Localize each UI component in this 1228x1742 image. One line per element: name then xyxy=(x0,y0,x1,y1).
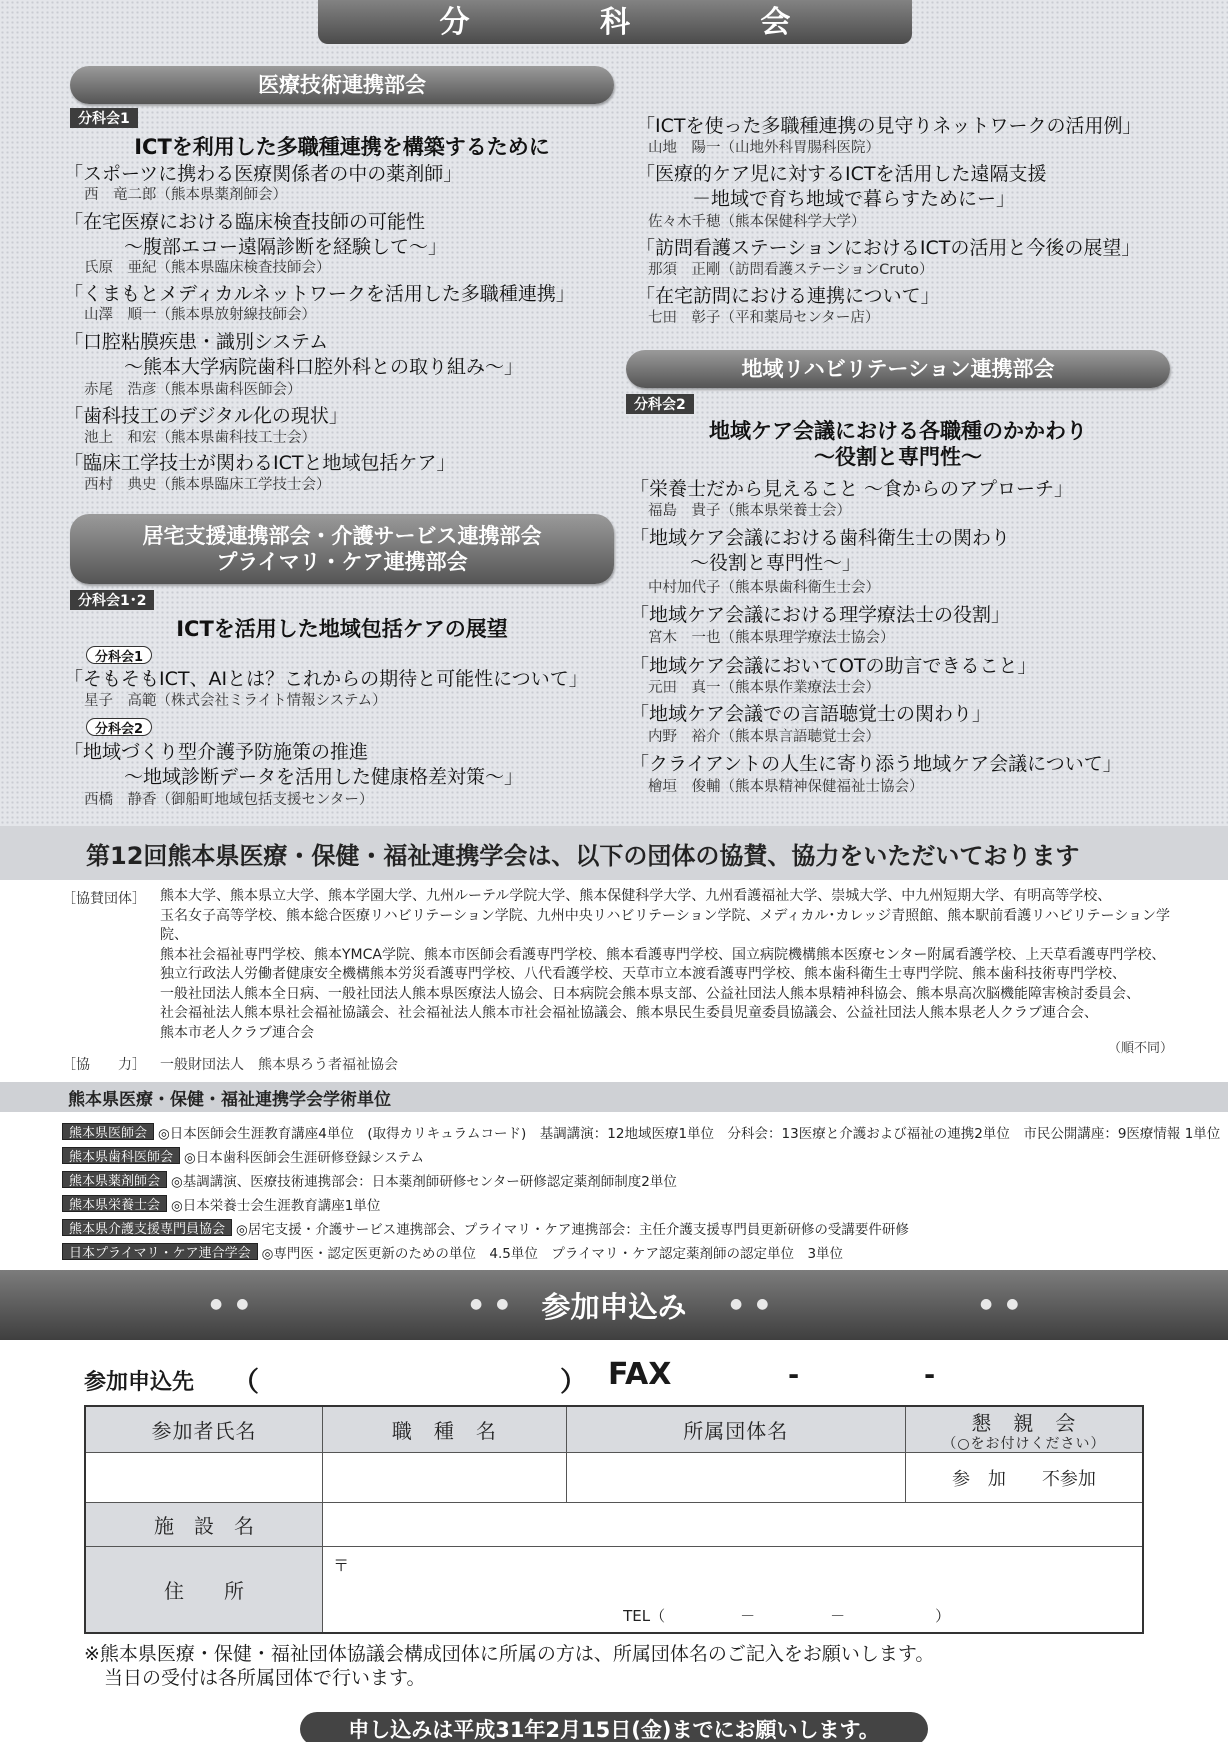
fax-label: FAX xyxy=(608,1357,672,1392)
speaker: 池上 和宏（熊本県歯科技工士会） xyxy=(84,430,316,446)
fax-dash: - xyxy=(788,1360,800,1391)
session-sub-tag: 分科会2 xyxy=(86,718,152,736)
speaker: 西村 典史（熊本県臨床工学技士会） xyxy=(84,477,331,493)
talk-title: 「在宅訪問における連携について」 xyxy=(636,285,940,307)
apply-heading: 参加申込み xyxy=(0,1270,1228,1340)
speaker: 那須 正剛（訪問看護ステーションCruto） xyxy=(648,262,934,278)
unit-text: ◎専門医・認定医更新のための単位 4.5単位 プライマリ・ケア認定薬剤師の認定単位 3単位 xyxy=(261,1245,844,1262)
apply-label: 参加申込先 xyxy=(84,1370,195,1395)
coop-label: ［協 力］ xyxy=(62,1057,146,1073)
header-party: 懇 親 会 （○をお付けください） xyxy=(905,1406,1143,1453)
speaker: 宮木 一也（熊本県理学療法士協会） xyxy=(648,630,895,646)
unit-row xyxy=(62,1218,909,1237)
tel-label: TEL（ － － ） xyxy=(623,1607,951,1625)
postal-mark: 〒 xyxy=(333,1556,350,1575)
session-title: ICTを利用した多職種連携を構築するために xyxy=(134,135,550,159)
unit-row xyxy=(62,1122,1220,1141)
decorative-dots: ●● xyxy=(980,1296,1033,1312)
paren-open: （ xyxy=(232,1367,259,1398)
session-title: 地域ケア会議における各職種のかかわり ～役割と専門性～ xyxy=(709,419,1087,469)
talk-title: 「地域ケア会議における理学療法士の役割」 xyxy=(630,604,1011,626)
unit-text: ◎日本医師会生涯教育講座4単位 (取得カリキュラムコード) 基調講演：12地域医療1単位 分科会：13医療と介護および福祉の連携2単位 市民公開講座：9医療情報 1単位 xyxy=(158,1125,1221,1142)
speaker: 山地 陽一（山地外科胃腸科医院） xyxy=(648,140,880,156)
page-title: 分 科 会 xyxy=(318,0,912,44)
speaker: 七田 彰子（平和薬局センター店） xyxy=(648,310,880,326)
session-tag: 分科会1 xyxy=(70,108,138,128)
talk-title: 「地域ケア会議における歯科衛生士の関わり ～役割と専門性～」 xyxy=(630,527,1011,574)
unit-tag: 熊本県歯科医師会 xyxy=(62,1147,180,1164)
talk-title: 「歯科技工のデジタル化の現状」 xyxy=(64,405,348,427)
unit-text: ◎日本栄養士会生涯教育講座1単位 xyxy=(171,1197,381,1214)
session-sub-tag: 分科会1 xyxy=(86,646,152,664)
talk-title: 「口腔粘膜疾患・識別システム ～熊本大学病院歯科口腔外科との取り組み～」 xyxy=(64,331,524,378)
unit-row xyxy=(62,1242,843,1261)
unit-row xyxy=(62,1146,424,1165)
talk-title: 「クライアントの人生に寄り添う地域ケア会議について」 xyxy=(630,753,1122,775)
deadline-banner: 申し込みは平成31年2月15日(金)までにお願いします。 xyxy=(300,1712,928,1742)
header-org: 所属団体名 xyxy=(566,1406,905,1453)
speaker: 福島 貴子（熊本県栄養士会） xyxy=(648,503,851,519)
talk-title: 「そもそもICT、AIとは？これからの期待と可能性について」 xyxy=(64,668,588,690)
speaker: 佐々木千穂（熊本保健科学大学） xyxy=(648,214,866,230)
address-label: 住 所 xyxy=(85,1547,323,1633)
application-form xyxy=(84,1405,1144,1634)
header-name: 参加者氏名 xyxy=(85,1406,323,1453)
talk-title: 「くまもとメディカルネットワークを活用した多職種連携」 xyxy=(64,283,575,305)
sponsor-list: 熊本大学、熊本県立大学、熊本学園大学、九州ルーテル学院大学、熊本保健科学大学、九州看護福祉大学、崇城大学、中九州短期大学、有明高等学校、 玉名女子高等学校、熊本総合医療リハビリテーション学院、九州中央リハビリテーション学院、メディカル･カレッジ青照館、熊本駅前看護リハビリテーション学院、 熊本社会福祉専門学校、熊本YMCA学院、熊本市医師会看護専門学校、熊本看護専門学校、国立病院機構熊本医療センター附属看護学校、上天草看護専門学校、 独立行政法人労働者健康安全機構熊本労災看護専門学校、八代看護学校、天草市立本渡看護専門学校、熊本歯科衛生士専門学院、熊本歯科技術専門学校、 一般社団法人熊本全日病、一般社団法人熊本県医療法人協会、日本病院会熊本県支部、公益社団法人熊本県精神科協会、熊本県高次脳機能障害検討委員会、 社会福祉法人熊本県社会福祉協議会、社会福祉法人熊本市社会福祉協議会、熊本県民生委員児童委員協議会、公益社団法人熊本県老人クラブ連合会、 熊本市老人クラブ連合会 xyxy=(160,888,1170,1041)
talk-title: 「スポーツに携わる医療関係者の中の薬剤師」 xyxy=(64,163,463,185)
talk-title: 「栄養士だから見えること ～食からのアプローチ」 xyxy=(630,478,1074,500)
sponsor-heading: 第12回熊本県医療・保健・福祉連携学会は、以下の団体の協賛、協力をいただいております xyxy=(0,826,1228,880)
unit-tag: 熊本県栄養士会 xyxy=(62,1195,167,1212)
talk-title: 「ICTを使った多職種連携の見守りネットワークの活用例」 xyxy=(636,115,1142,137)
unit-tag: 熊本県介護支援専門員協会 xyxy=(62,1219,232,1236)
units-heading: 熊本県医療・保健・福祉連携学会学術単位 xyxy=(0,1082,1228,1112)
unit-text: ◎基調講演、医療技術連携部会：日本薬剤師研修センター研修認定薬剤師制度2単位 xyxy=(171,1173,677,1190)
decorative-dots: ●● xyxy=(210,1296,263,1312)
talk-title: 「地域づくり型介護予防施策の推進 ～地域診断データを活用した健康格差対策～」 xyxy=(64,741,524,788)
unit-text: ◎居宅支援・介護サービス連携部会、プライマリ・ケア連携部会：主任介護支援専門員更新研修の受講要件研修 xyxy=(236,1221,909,1238)
speaker: 西橋 静香（御船町地域包括支援センター） xyxy=(84,792,374,808)
unit-row xyxy=(62,1170,677,1189)
unit-tag: 日本プライマリ・ケア連合学会 xyxy=(62,1243,258,1260)
rehab-section-header: 地域リハビリテーション連携部会 xyxy=(626,350,1170,388)
paren-close: ） xyxy=(560,1367,587,1398)
unit-text: ◎日本歯科医師会生涯研修登録システム xyxy=(184,1149,424,1166)
speaker: 中村加代子（熊本県歯科衛生士会） xyxy=(648,580,880,596)
speaker: 赤尾 浩彦（熊本県歯科医師会） xyxy=(84,382,302,398)
speaker: 星子 高範（株式会社ミライト情報システム） xyxy=(84,693,387,709)
talk-title: 「臨床工学技士が関わるICTと地域包括ケア」 xyxy=(64,452,456,474)
name-field[interactable] xyxy=(85,1453,323,1503)
speaker: 檜垣 俊輔（熊本県精神保健福祉士協会） xyxy=(648,779,924,795)
medical-section-header: 医療技術連携部会 xyxy=(70,66,614,104)
session-tag: 分科会2 xyxy=(626,394,694,414)
unit-tag: 熊本県薬剤師会 xyxy=(62,1171,167,1188)
talk-title: 「地域ケア会議での言語聴覚士の関わり」 xyxy=(630,703,992,725)
fax-dash: - xyxy=(924,1360,936,1391)
coop-text: 一般財団法人 熊本県ろう者福祉協会 xyxy=(160,1057,398,1073)
decorative-dots: ●● xyxy=(730,1296,783,1312)
talk-title: 「地域ケア会議においてOTの助言できること」 xyxy=(630,655,1037,677)
facility-label: 施 設 名 xyxy=(85,1503,323,1547)
facility-field[interactable] xyxy=(323,1503,1143,1547)
speaker: 氏原 亜紀（熊本県臨床検査技師会） xyxy=(84,260,331,276)
decorative-dots: ●● xyxy=(470,1296,523,1312)
note-line-2: 当日の受付は各所属団体で行います。 xyxy=(104,1667,426,1689)
sponsor-note: （順不同） xyxy=(1108,1041,1174,1056)
sponsor-label: ［協賛団体］ xyxy=(62,891,146,907)
speaker: 西 竜二郎（熊本県薬剤師会） xyxy=(84,187,287,203)
talk-title: 「在宅医療における臨床検査技師の可能性 ～腹部エコー遠隔診断を経験して～」 xyxy=(64,211,448,258)
talk-title: 「医療的ケア児に対するICTを活用した遠隔支援 －地域で育ち地域で暮らすためにー」 xyxy=(636,163,1047,210)
header-job: 職 種 名 xyxy=(323,1406,567,1453)
home-section-header: 居宅支援連携部会・介護サービス連携部会 プライマリ・ケア連携部会 xyxy=(70,514,614,584)
speaker: 元田 真一（熊本県作業療法士会） xyxy=(648,680,880,696)
note-line-1: ※熊本県医療・保健・福祉団体協議会構成団体に所属の方は、所属団体名のご記入をお願いします。 xyxy=(84,1643,935,1665)
talk-title: 「訪問看護ステーションにおけるICTの活用と今後の展望」 xyxy=(636,237,1141,259)
speaker: 山澤 順一（熊本県放射線技師会） xyxy=(84,307,316,323)
session-tag: 分科会1･2 xyxy=(70,590,154,610)
address-field[interactable] xyxy=(323,1547,1143,1633)
org-field[interactable] xyxy=(566,1453,905,1503)
speaker: 内野 裕介（熊本県言語聴覚士会） xyxy=(648,729,880,745)
session-title: ICTを活用した地域包括ケアの展望 xyxy=(176,617,508,641)
unit-row xyxy=(62,1194,380,1213)
unit-tag: 熊本県医師会 xyxy=(62,1123,154,1140)
party-choice[interactable]: 参 加 不参加 xyxy=(905,1453,1143,1503)
job-field[interactable] xyxy=(323,1453,567,1503)
